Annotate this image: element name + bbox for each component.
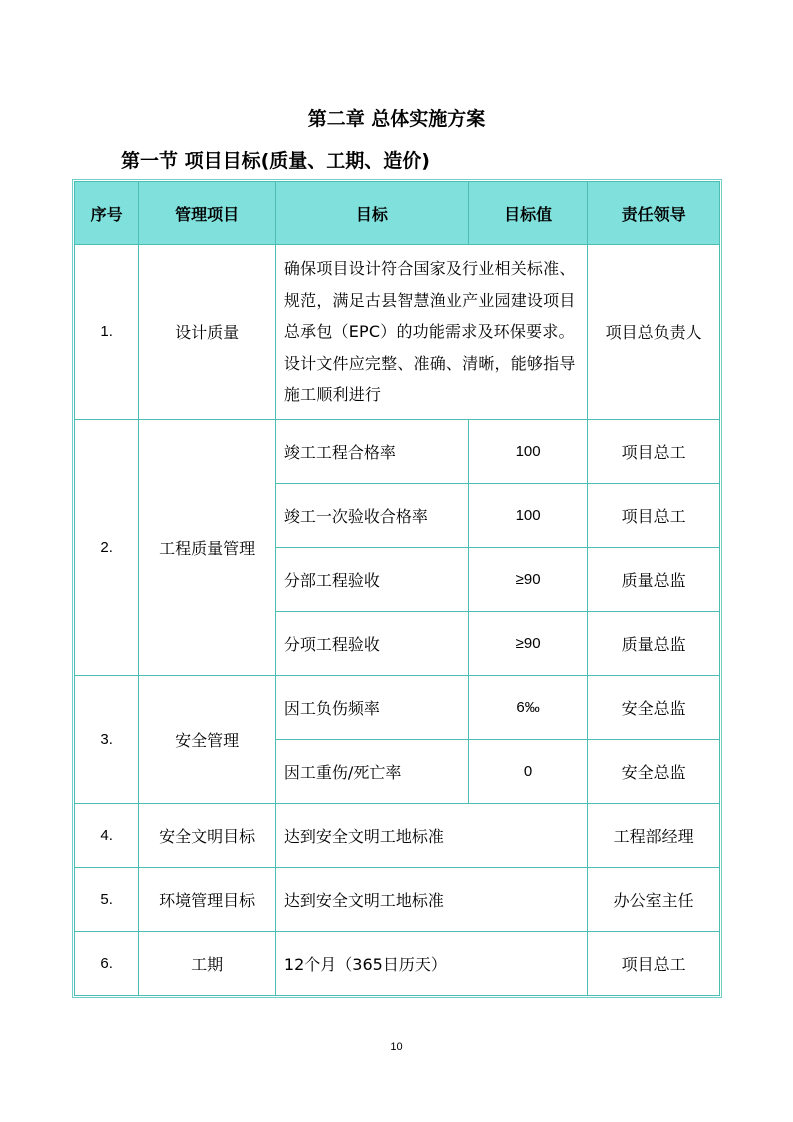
row-target: 因工重伤/死亡率: [275, 739, 468, 803]
row-value: ≥90: [468, 547, 588, 611]
table-row: [75, 419, 720, 483]
row-leader: 项目总工: [588, 931, 720, 995]
row-value: 6‰: [468, 675, 588, 739]
row-value: 0: [468, 739, 588, 803]
header-target: 目标: [275, 182, 468, 245]
row-target: 达到安全文明工地标准: [275, 803, 587, 867]
row-seq: 2.: [75, 419, 139, 675]
table-row: [75, 245, 720, 420]
table-row: [75, 867, 720, 931]
row-target: 竣工一次验收合格率: [275, 483, 468, 547]
goals-table: [74, 181, 720, 996]
section-title: 第一节 项目目标(质量、工期、造价): [121, 150, 430, 172]
row-leader: 项目总负责人: [588, 245, 720, 420]
row-seq: 6.: [75, 931, 139, 995]
header-value: 目标值: [468, 182, 588, 245]
row-target: 达到安全文明工地标准: [275, 867, 587, 931]
table-header-row: [75, 182, 720, 245]
row-seq: 3.: [75, 675, 139, 803]
row-item: 工程质量管理: [139, 419, 276, 675]
row-target: 12个月（365日历天）: [275, 931, 587, 995]
row-target: 确保项目设计符合国家及行业相关标准、规范，满足古县智慧渔业产业园建设项目总承包（EPC）的功能需求及环保要求。设计文件应完整、准确、清晰，能够指导施工顺利进行: [275, 245, 587, 420]
row-leader: 项目总工: [588, 483, 720, 547]
header-seq: 序号: [75, 182, 139, 245]
table-row: [75, 675, 720, 739]
row-leader: 质量总监: [588, 547, 720, 611]
row-item: 安全管理: [139, 675, 276, 803]
row-target: 竣工工程合格率: [275, 419, 468, 483]
header-leader: 责任领导: [588, 182, 720, 245]
row-seq: 4.: [75, 803, 139, 867]
row-item: 环境管理目标: [139, 867, 276, 931]
row-target: 因工负伤频率: [275, 675, 468, 739]
row-seq: 1.: [75, 245, 139, 420]
row-target: 分部工程验收: [275, 547, 468, 611]
row-leader: 项目总工: [588, 419, 720, 483]
row-value: 100: [468, 419, 588, 483]
page-number: 10: [390, 1041, 403, 1053]
row-value: ≥90: [468, 611, 588, 675]
row-leader: 质量总监: [588, 611, 720, 675]
row-item: 工期: [139, 931, 276, 995]
table-row: [75, 803, 720, 867]
row-leader: 安全总监: [588, 739, 720, 803]
chapter-title: 第二章 总体实施方案: [307, 108, 486, 130]
row-target: 分项工程验收: [275, 611, 468, 675]
row-item: 安全文明目标: [139, 803, 276, 867]
row-item: 设计质量: [139, 245, 276, 420]
header-item: 管理项目: [139, 182, 276, 245]
row-value: 100: [468, 483, 588, 547]
row-seq: 5.: [75, 867, 139, 931]
row-leader: 办公室主任: [588, 867, 720, 931]
table-row: [75, 931, 720, 995]
row-leader: 工程部经理: [588, 803, 720, 867]
row-leader: 安全总监: [588, 675, 720, 739]
goals-table-frame: [72, 179, 722, 998]
